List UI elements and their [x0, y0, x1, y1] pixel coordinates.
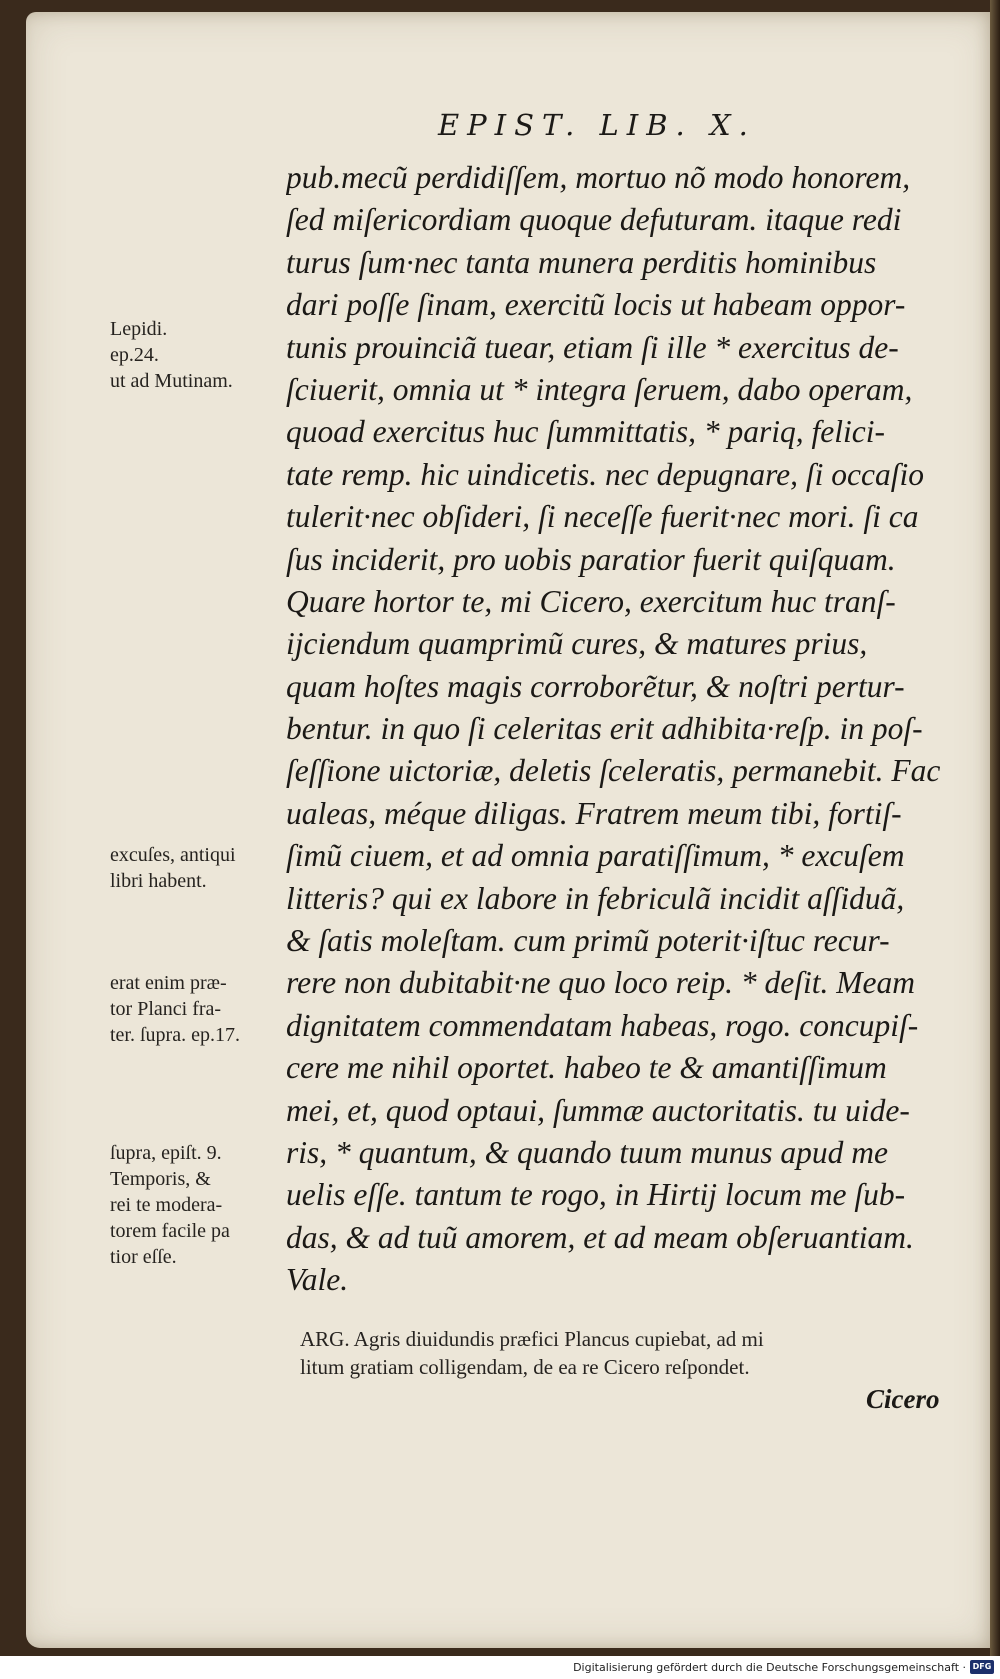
text-line: & ſatis moleſtam. cum primũ poterit·iſtuc recur-	[286, 923, 890, 959]
marginal-line: torem facile pa	[110, 1220, 230, 1242]
marginal-line: excuſes, antiqui	[110, 844, 236, 866]
text-line: quoad exercitus huc ſummittatis, * pariq, felici-	[286, 414, 885, 450]
text-line: tunis prouinciã tuear, etiam ſi ille * exercitus de-	[286, 329, 899, 365]
marginal-line: tor Planci fra-	[110, 998, 222, 1020]
argument-line: ARG. Agris diuidundis præfici Plancus cupiebat, ad mi	[300, 1327, 764, 1351]
text-line: ſimũ ciuem, et ad omnia paratiſſimum, * excuſem	[286, 838, 905, 874]
marginal-line: ut ad Mutinam.	[110, 370, 233, 392]
dfg-logo-icon: DFG	[970, 1660, 994, 1674]
text-line: litteris? qui ex labore in febriculã incidit aſſiduã,	[286, 880, 905, 916]
marginal-line: tior eſſe.	[110, 1246, 177, 1268]
text-line: mei, et, quod optaui, ſummæ auctoritatis. tu uide-	[286, 1092, 910, 1128]
text-line: Vale.	[286, 1262, 349, 1298]
text-line: bentur. in quo ſi celeritas erit adhibita·reſp. in poſ-	[286, 711, 923, 747]
marginal-note-4	[110, 1140, 290, 1270]
text-line: ris, * quantum, & quando tuum munus apud me	[286, 1134, 889, 1170]
text-line: ualeas, méque diligas. Fratrem meum tibi, fortiſ-	[286, 795, 902, 831]
marginal-line: erat enim præ-	[110, 972, 227, 994]
running-head: EPIST. LIB. X.	[438, 108, 756, 142]
text-line: cere me nihil oportet. habeo te & amantiſſimum	[286, 1050, 887, 1086]
text-line: uelis eſſe. tantum te rogo, in Hirtij locum me ſub-	[286, 1177, 906, 1213]
marginal-line: libri habent.	[110, 870, 207, 892]
marginal-line: ep.24.	[110, 344, 159, 366]
text-line: ſeſſione uictoriæ, deletis ſceleratis, permanebit. Fac	[286, 753, 941, 789]
marginal-note-1	[110, 316, 290, 394]
text-line: ſed miſericordiam quoque defuturam. itaque redi	[286, 202, 902, 238]
marginal-line: Temporis, &	[110, 1168, 211, 1190]
marginal-line: rei te modera-	[110, 1194, 223, 1216]
text-line: rere non dubitabit·ne quo loco reip. * deſit. Meam	[286, 965, 916, 1001]
page-edge	[990, 0, 1000, 1656]
text-line: turus ſum·nec tanta munera perditis hominibus	[286, 244, 877, 280]
text-line: dari poſſe ſinam, exercitũ locis ut habeam oppor-	[286, 287, 906, 323]
marginal-line: ſupra, epiſt. 9.	[110, 1142, 222, 1164]
marginal-note-2	[110, 842, 290, 894]
argument-summary	[300, 1325, 960, 1381]
text-line: ſciuerit, omnia ut * integra ſeruem, dabo operam,	[286, 371, 913, 407]
letter-body	[286, 157, 962, 1302]
text-line: dignitatem commendatam habeas, rogo. concupiſ-	[286, 1007, 919, 1043]
catchword: Cicero	[866, 1384, 940, 1414]
text-line: pub.mecũ perdidiſſem, mortuo nõ modo honorem,	[286, 160, 911, 195]
text-line: ijciendum quamprimũ cures, & matures prius,	[286, 626, 868, 662]
text-line: ſus inciderit, pro uobis paratior fuerit quiſquam.	[286, 541, 896, 577]
text-line: Quare hortor te, mi Cicero, exercitum huc tranſ-	[286, 583, 896, 619]
argument-line: litum gratiam colligendam, de ea re Cicero reſpondet.	[300, 1355, 750, 1379]
text-line: quam hoſtes magis corroborẽtur, & noſtri pertur-	[286, 668, 905, 704]
digitization-credit-bar	[0, 1656, 1000, 1679]
marginal-line: ter. ſupra. ep.17.	[110, 1024, 240, 1046]
text-line: tate remp. hic uindicetis. nec depugnare, ſi occaſio	[286, 456, 924, 492]
text-line: das, & ad tuũ amorem, et ad meam obſeruantiam.	[286, 1219, 914, 1255]
digitization-credit: Digitalisierung gefördert durch die Deutsche Forschungsgemeinschaft ·	[573, 1661, 966, 1674]
marginal-note-3	[110, 970, 290, 1048]
text-line: tulerit·nec obſideri, ſi neceſſe fuerit·nec mori. ſi ca	[286, 499, 919, 535]
marginal-line: Lepidi.	[110, 318, 168, 340]
